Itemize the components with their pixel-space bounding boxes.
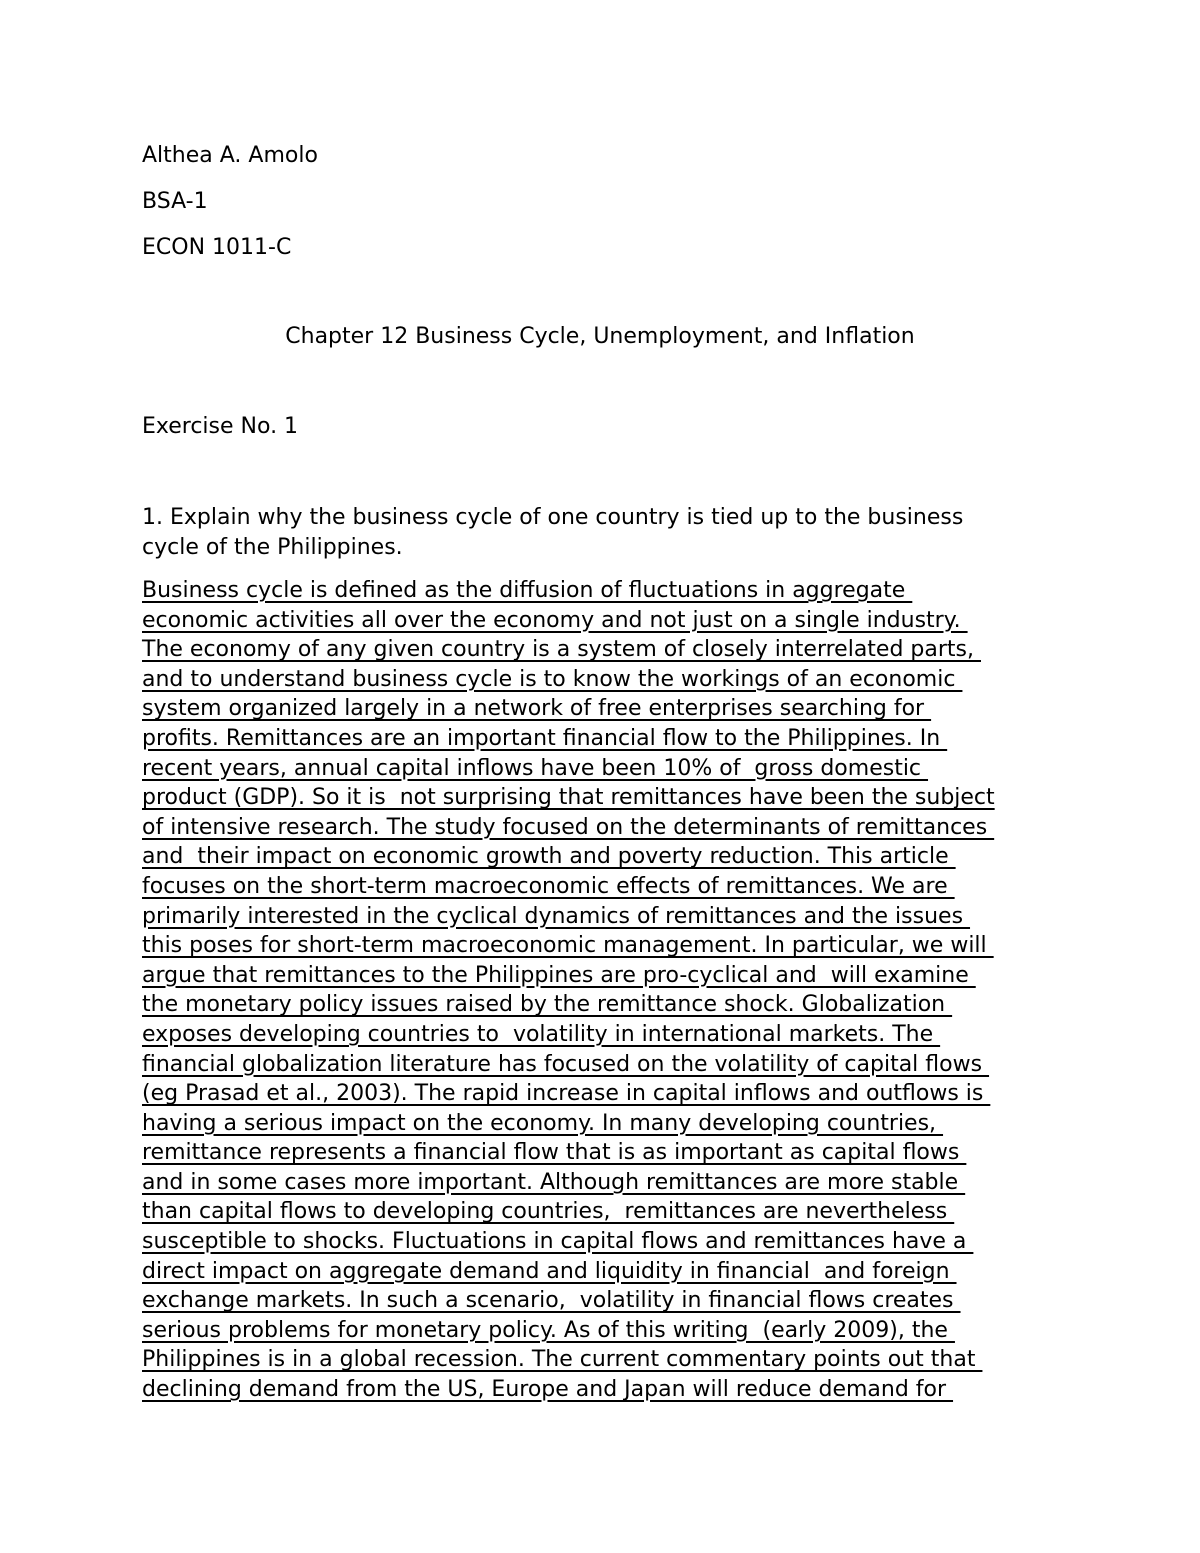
course-section: BSA-1: [142, 189, 208, 214]
answer-line: recent years, annual capital inflows have been 10% of gross domestic: [142, 755, 929, 781]
answer-line: Business cycle is defined as the diffusion of fluctuations in aggregate: [142, 578, 913, 603]
answer-line: direct impact on aggregate demand and liquidity in financial and foreign: [142, 1258, 957, 1284]
answer-line: profits. Remittances are an important financial flow to the Philippines. In: [142, 725, 948, 751]
answer-line: the monetary policy issues raised by the remittance shock. Globalization: [142, 992, 953, 1018]
answer-line: focuses on the short-term macroeconomic effects of remittances. We are: [142, 873, 955, 899]
answer-line: financial globalization literature has focused on the volatility of capital flows: [142, 1051, 990, 1077]
answer-line: primarily interested in the cyclical dynamics of remittances and the issues: [142, 903, 971, 929]
answer-line: exposes developing countries to volatility in international markets. The: [142, 1021, 941, 1047]
answer-line: this poses for short-term macroeconomic management. In particular, we will: [142, 933, 994, 959]
answer-line: declining demand from the US, Europe and Japan will reduce demand for: [142, 1377, 954, 1403]
answer-line: economic activities all over the economy and not just on a single industry.: [142, 607, 968, 633]
subject-code: ECON 1011-C: [142, 235, 292, 260]
answer-paragraph: [142, 576, 995, 1405]
answer-line: serious problems for monetary policy. As of this writing (early 2009), the: [142, 1317, 955, 1343]
answer-line: and in some cases more important. Although remittances are more stable: [142, 1169, 966, 1195]
answer-line: Philippines is in a global recession. The current commentary points out that: [142, 1347, 983, 1373]
answer-line: and to understand business cycle is to know the workings of an economic: [142, 666, 963, 692]
answer-line: argue that remittances to the Philippines are pro-cyclical and will examine: [142, 962, 976, 988]
chapter-title: Chapter 12 Business Cycle, Unemployment, and Inflation: [285, 324, 915, 349]
question-line-2: cycle of the Philippines.: [142, 535, 403, 560]
answer-line: and their impact on economic growth and poverty reduction. This article: [142, 844, 956, 870]
student-name: Althea A. Amolo: [142, 143, 318, 168]
answer-line: susceptible to shocks. Fluctuations in capital flows and remittances have a: [142, 1229, 974, 1255]
answer-line: of intensive research. The study focused on the determinants of remittances: [142, 814, 995, 840]
answer-line: remittance represents a financial flow that is as important as capital flows: [142, 1140, 967, 1166]
answer-line: product (GDP). So it is not surprising that remittances have been the subject: [142, 785, 995, 811]
answer-line: exchange markets. In such a scenario, volatility in financial flows creates: [142, 1288, 961, 1314]
answer-line: having a serious impact on the economy. In many developing countries,: [142, 1110, 944, 1136]
answer-line: than capital flows to developing countries, remittances are nevertheless: [142, 1199, 955, 1225]
answer-line: (eg Prasad et al., 2003). The rapid increase in capital inflows and outflows is: [142, 1081, 991, 1107]
answer-line: system organized largely in a network of free enterprises searching for: [142, 696, 932, 722]
exercise-label: Exercise No. 1: [142, 414, 299, 439]
question-line-1: 1. Explain why the business cycle of one country is tied up to the business: [142, 505, 964, 530]
answer-line: The economy of any given country is a system of closely interrelated parts,: [142, 637, 981, 663]
